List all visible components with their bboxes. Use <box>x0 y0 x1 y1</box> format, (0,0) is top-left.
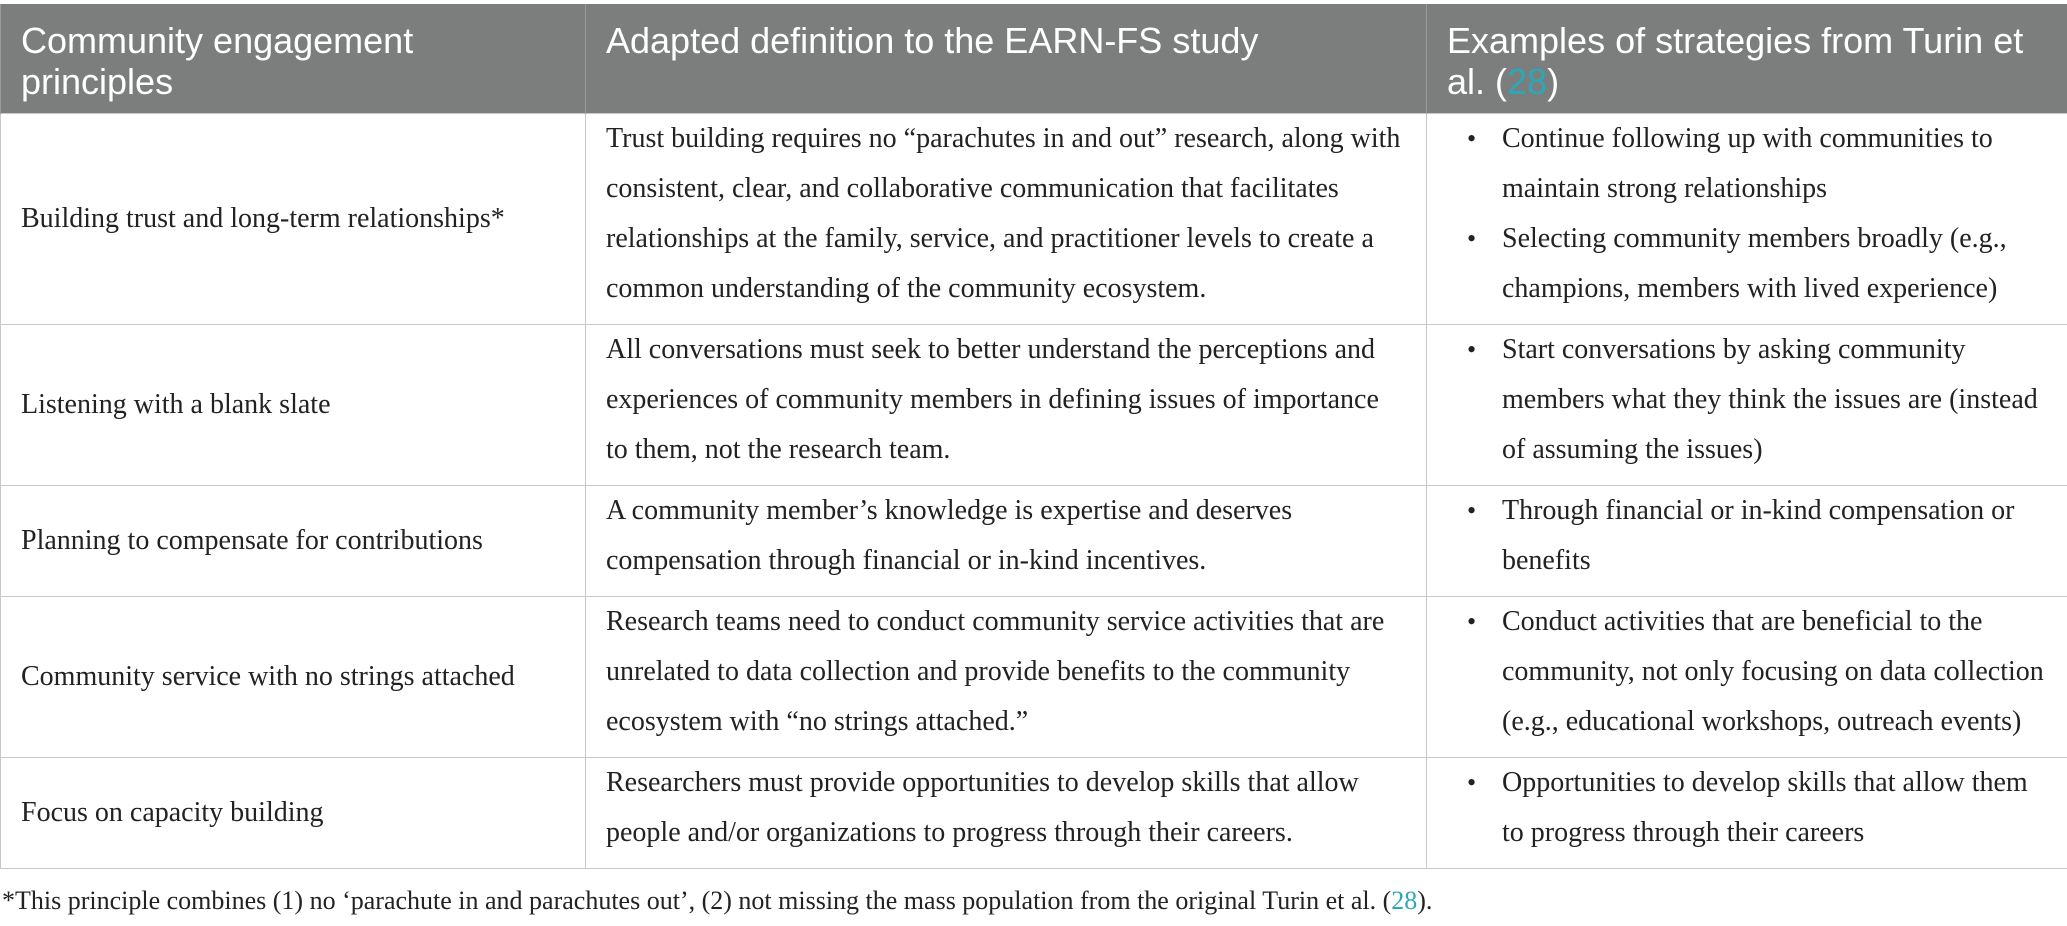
strategies-cell <box>1427 325 2067 486</box>
strategies-list <box>1447 325 2047 475</box>
principle-cell: Listening with a blank slate <box>1 325 586 486</box>
strategies-cell <box>1427 758 2067 869</box>
strategies-list <box>1447 486 2047 586</box>
definition-cell: A community member’s knowledge is expertise and deserves compensation through financial or in-kind incentives. <box>586 486 1427 597</box>
table-row <box>1 597 2067 758</box>
principle-cell: Building trust and long-term relationships* <box>1 114 586 325</box>
strategy-item: • Start conversations by asking community members what they think the issues are (instead of assuming the issues) <box>1447 325 2047 475</box>
definition-cell: All conversations must seek to better understand the perceptions and experiences of community members in defining issues of importance to them, not the research team. <box>586 325 1427 486</box>
header-strategies-prefix: Examples of strategies from Turin et al. ( <box>1447 20 2024 102</box>
principle-cell: Focus on capacity building <box>1 758 586 869</box>
definition-cell: Researchers must provide opportunities to develop skills that allow people and/or organizations to progress through their careers. <box>586 758 1427 869</box>
strategies-cell <box>1427 486 2067 597</box>
strategies-cell <box>1427 114 2067 325</box>
principle-cell: Community service with no strings attached <box>1 597 586 758</box>
engagement-principles-table <box>0 4 2067 869</box>
strategy-item: • Opportunities to develop skills that allow them to progress through their careers <box>1447 758 2047 858</box>
table-row <box>1 114 2067 325</box>
footnote-suffix: ). <box>1417 886 1433 915</box>
header-strategies-suffix: ) <box>1547 61 1560 102</box>
definition-cell: Trust building requires no “parachutes in and out” research, along with consistent, clear, and collaborative communication that facilitates relationships at the family, service, and practitioner levels to create a common understanding of the community ecosystem. <box>586 114 1427 325</box>
footnote-text: *This principle combines (1) no ‘parachute in and parachutes out’, (2) not missing the mass population from the original Turin et al. ( <box>2 886 1392 915</box>
strategies-list <box>1447 597 2047 747</box>
strategies-cell <box>1427 597 2067 758</box>
header-definition: Adapted definition to the EARN-FS study <box>586 4 1427 114</box>
table-row <box>1 325 2067 486</box>
table-footnote <box>2 884 1432 918</box>
table-row <box>1 486 2067 597</box>
reference-link-28[interactable]: 28 <box>1507 61 1548 102</box>
strategies-list <box>1447 114 2047 314</box>
table-header-row <box>1 4 2067 114</box>
header-strategies <box>1427 4 2067 114</box>
definition-cell: Research teams need to conduct community service activities that are unrelated to data collection and provide benefits to the community ecosystem with “no strings attached.” <box>586 597 1427 758</box>
strategy-item: • Selecting community members broadly (e.g., champions, members with lived experience) <box>1447 214 2047 314</box>
header-principles: Community engagement principles <box>1 4 586 114</box>
strategy-item: • Continue following up with communities to maintain strong relationships <box>1447 114 2047 214</box>
strategies-list <box>1447 758 2047 858</box>
footnote-reference-link-28[interactable]: 28 <box>1391 886 1418 915</box>
principle-cell: Planning to compensate for contributions <box>1 486 586 597</box>
strategy-item: • Conduct activities that are beneficial to the community, not only focusing on data collection (e.g., educational workshops, outreach events) <box>1447 597 2047 747</box>
table-row <box>1 758 2067 869</box>
strategy-item: • Through financial or in-kind compensation or benefits <box>1447 486 2047 586</box>
